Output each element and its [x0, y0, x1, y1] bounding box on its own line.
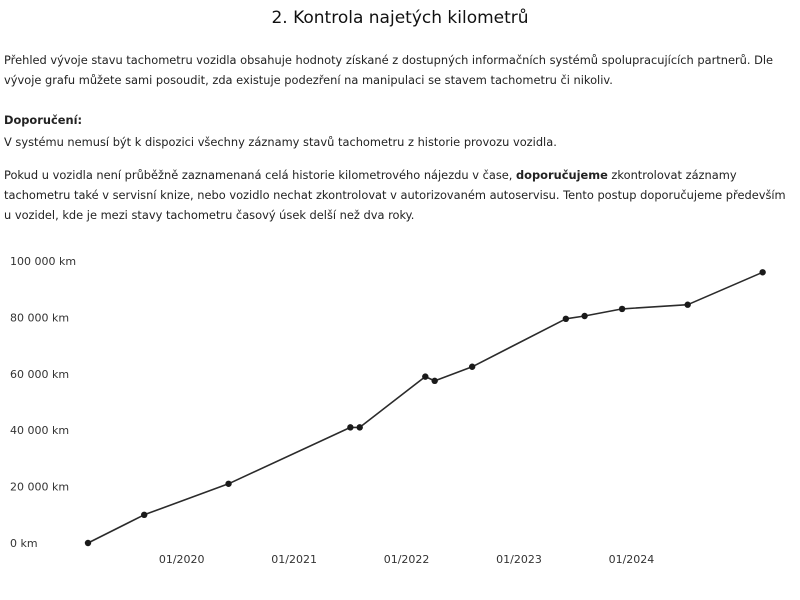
records-note: V systému nemusí být k dispozici všechny záznamy stavů tachometru z historie provozu vozidla. [4, 135, 557, 149]
y-tick-label: 100 000 km [10, 255, 77, 268]
odometer-data-point [225, 481, 231, 487]
x-tick-label: 01/2022 [383, 553, 430, 566]
advice-text-start: Pokud u vozidla není průběžně zaznamenaná celá historie kilometrového nájezdu v čase, [4, 168, 517, 182]
odometer-data-point [684, 302, 690, 308]
odometer-data-point [563, 316, 569, 322]
x-tick-label: 01/2024 [608, 553, 655, 566]
odometer-data-point [581, 313, 587, 319]
odometer-chart [0, 235, 800, 575]
recommendation-heading: Doporučení: [4, 113, 83, 127]
odometer-data-point [85, 540, 91, 546]
y-tick-label: 20 000 km [10, 480, 70, 494]
odometer-series-line [88, 272, 763, 543]
y-tick-label: 80 000 km [10, 311, 70, 325]
y-tick-label: 0 km [10, 537, 38, 550]
odometer-data-point [431, 378, 437, 384]
odometer-data-point [469, 364, 475, 370]
x-tick-label: 01/2023 [496, 553, 542, 566]
intro-paragraph: Přehled vývoje stavu tachometru vozidla obsahuje hodnoty získané z dostupných informačních systémů spolupracujících partnerů. Dle vývoje grafu můžete sami posoudit, zda existuje podezření na manipulaci se stavem tachometru či nikoliv. [4, 53, 774, 87]
odometer-data-point [422, 373, 428, 379]
advice-paragraph [4, 165, 796, 225]
y-tick-label: 60 000 km [10, 367, 70, 381]
odometer-data-point [357, 424, 363, 430]
advice-text-end: zkontrolovat záznamy tachometru také v servisní knize, nebo vozidlo nechat zkontrolovat v autorizovaném autoservisu. Tento postup doporučujeme především u vozidel, kde je mezi stavy tachometru časový úsek delší než dva roky. [4, 168, 786, 222]
odometer-data-point [141, 512, 147, 518]
odometer-data-point [759, 269, 765, 275]
odometer-data-point [619, 306, 625, 312]
page-title: 2. Kontrola najetých kilometrů [271, 8, 529, 28]
odometer-data-point [347, 424, 353, 430]
y-tick-label: 40 000 km [10, 424, 70, 438]
x-tick-label: 01/2020 [158, 553, 205, 566]
advice-emphasis: doporučujeme [516, 168, 608, 182]
x-tick-label: 01/2021 [271, 553, 317, 566]
